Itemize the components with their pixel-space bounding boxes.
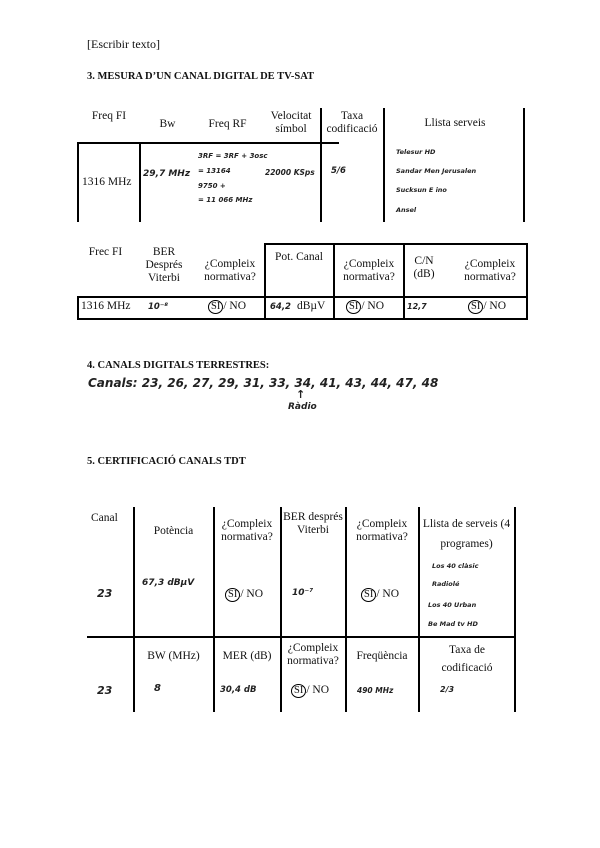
t1-freq-rf-line2: = 13164 xyxy=(198,167,231,175)
tdt-header-taxa: Taxa de codificació xyxy=(441,644,493,674)
si-circled-5: SI xyxy=(361,588,376,602)
t1-freq-fi-value: 1316 MHz xyxy=(82,176,132,188)
canals-label: Canals: xyxy=(88,376,138,390)
canals-line xyxy=(88,376,438,390)
tdt-servei-3: Los 40 Urban xyxy=(428,601,477,609)
tdt-normativa-2: SI / NO xyxy=(361,588,399,602)
t2-pot-unit: dBµV xyxy=(297,300,326,312)
t1-header-freq-rf: Freq RF xyxy=(208,118,247,130)
t1-header-velocitat: Velocitat símbol xyxy=(270,110,312,135)
si-circled-6: SI xyxy=(291,684,306,698)
tdt-header-mer: MER (dB) xyxy=(222,650,272,662)
t1-freq-rf-line1: 3RF = 3RF + 3osc xyxy=(198,152,268,160)
si-circled-2: SI xyxy=(346,300,361,314)
tdt-servei-4: Be Mad tv HD xyxy=(428,620,478,628)
t2-header-frec-fi: Frec FI xyxy=(88,246,123,258)
t1-header-serveis: Llista serveis xyxy=(424,117,486,129)
t1-taxa-value: 5/6 xyxy=(331,166,346,176)
t2-pot-canal-value: 64,2 xyxy=(270,302,291,312)
section5-title: 5. CERTIFICACIÓ CANALS TDT xyxy=(87,456,246,467)
t2-header-pot-canal: Pot. Canal xyxy=(275,251,323,263)
t2-header-normativa-2: ¿Compleix normativa? xyxy=(343,258,395,283)
radio-note: Ràdio xyxy=(288,402,317,412)
tdt-normativa-3: SI / NO xyxy=(291,684,329,698)
t2-frec-fi-value: 1316 MHz xyxy=(81,300,131,312)
tdt-header-ber: BER després Viterbi xyxy=(283,511,343,536)
tdt-header-serveis: Llista de serveis (4 programes) xyxy=(422,518,511,550)
section3-title: 3. MESURA D’UN CANAL DIGITAL DE TV-SAT xyxy=(87,71,315,82)
t1-servei-2: Sandar Men Jerusalen xyxy=(396,167,477,175)
tdt-ber-value: 10⁻⁷ xyxy=(292,588,314,598)
tdt-header-frequencia: Freqüència xyxy=(356,650,408,662)
tdt-bw-value: 8 xyxy=(154,683,161,694)
tdt-header-normativa-1: ¿Compleix normativa? xyxy=(221,518,273,543)
tdt-header-normativa-3: ¿Compleix normativa? xyxy=(287,642,339,667)
tdt-servei-2: Radiolé xyxy=(432,580,460,588)
si-circled-3: SI xyxy=(468,300,483,314)
t2-normativa-2: SI / NO xyxy=(346,300,384,314)
t1-header-bw: Bw xyxy=(159,118,176,130)
canals-list: 23, 26, 27, 29, 31, 33, 34, 41, 43, 44, 47, 48 xyxy=(141,376,439,390)
tdt-frequencia-value: 490 MHz xyxy=(357,686,394,695)
tdt-potencia-value: 67,3 dBµV xyxy=(142,578,195,588)
t1-header-taxa: Taxa codificació xyxy=(326,110,378,135)
tdt-canal-value-2: 23 xyxy=(97,684,113,697)
tdt-header-canal: Canal xyxy=(91,512,118,524)
t1-servei-1: Telesur HD xyxy=(396,148,436,156)
tdt-header-normativa-2: ¿Compleix normativa? xyxy=(356,518,408,543)
tdt-mer-value: 30,4 dB xyxy=(220,685,257,695)
header-placeholder[interactable]: [Escribir texto] xyxy=(87,37,160,51)
t2-normativa-1: SI / NO xyxy=(208,300,246,314)
t2-header-normativa-1: ¿Compleix normativa? xyxy=(204,258,256,283)
t2-cn-value: 12,7 xyxy=(407,302,427,311)
t2-normativa-3: SI / NO xyxy=(468,300,506,314)
t2-header-normativa-3: ¿Compleix normativa? xyxy=(464,258,516,283)
t1-servei-3: Sucksun E ino xyxy=(396,186,447,194)
tdt-header-potencia: Potència xyxy=(153,525,194,537)
arrow-up-icon: ↑ xyxy=(296,388,306,401)
t1-header-freq-fi: Freq FI xyxy=(91,110,127,122)
tdt-servei-1: Los 40 clàsic xyxy=(432,562,479,570)
t1-freq-rf-line3: 9750 + xyxy=(198,182,226,190)
t1-velocitat-value: 22000 KSps xyxy=(265,168,315,177)
si-circled-1: SI xyxy=(208,300,223,314)
tdt-header-bw: BW (MHz) xyxy=(147,650,200,662)
section4-title: 4. CANALS DIGITALS TERRESTRES: xyxy=(87,360,270,371)
tdt-taxa-value: 2/3 xyxy=(440,685,455,694)
tdt-normativa-1: SI / NO xyxy=(225,588,263,602)
t2-ber-value: 10⁻⁸ xyxy=(148,302,169,312)
tdt-canal-value: 23 xyxy=(97,587,113,600)
t2-header-cn: C/N (dB) xyxy=(413,255,435,280)
t2-header-ber: BER Després Viterbi xyxy=(145,246,183,284)
t1-servei-4: Ansel xyxy=(396,206,417,214)
t1-bw-value: 29,7 MHz xyxy=(143,169,191,179)
t1-freq-rf-line4: = 11 066 MHz xyxy=(198,196,253,204)
si-circled-4: SI xyxy=(225,588,240,602)
